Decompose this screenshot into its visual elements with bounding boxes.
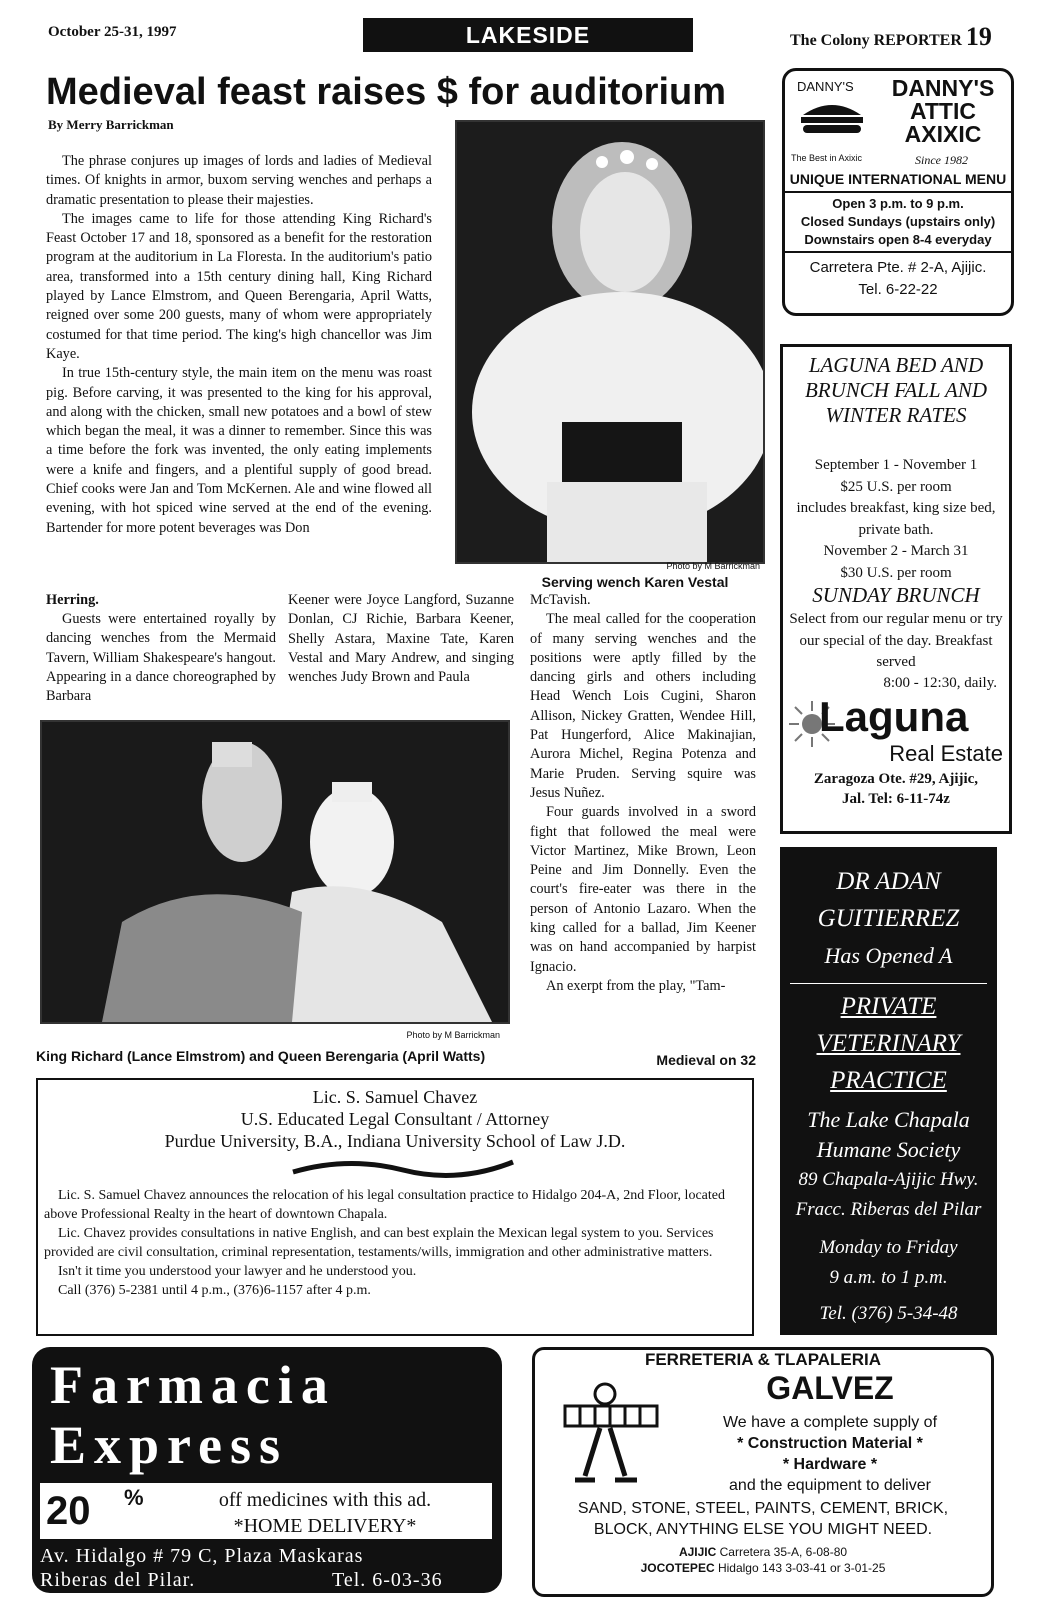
hours-line: Open 3 p.m. to 9 p.m. [832, 196, 964, 211]
location-detail: Hidalgo 143 3-03-41 or 3-01-25 [717, 1561, 886, 1575]
address: Zaragoza Ote. #29, Ajijic, [813, 771, 979, 787]
paragraph: The meal called for the cooperation of many serving wenches and the positions were aptly filled by the dancing girls and others including Head Wench Lois Cugini, Sharon Allison, Nickey Gratten, Wendee Hill, Pat Hungerford, Alice Makinajian, Aurora Michel, Regina Potenza and Marie Pruden. Serving squire was Jesus Nuñez. [530, 611, 756, 801]
ad-line: * Hardware * [782, 1456, 878, 1473]
ad-since: Since 1982 [915, 153, 968, 167]
ad-locations [535, 1544, 991, 1576]
paragraph: The phrase conjures up images of lords and ladies of Medieval times. Of knights in armor, buxom serving wenches and perhaps a dramatic presentation to please their majesties. [46, 153, 432, 208]
discount-percent: 20 [46, 1489, 91, 1533]
paragraph: Isn't it time you understood your lawyer and he understood you. [58, 1264, 417, 1279]
ad-logo-text: DANNY'S [797, 79, 854, 94]
lawyer-header [38, 1080, 752, 1152]
ad-body [675, 1412, 985, 1496]
brunch-title: SUNDAY BRUNCH [812, 583, 980, 607]
photo-credit: Photo by M Barrickman [666, 561, 760, 571]
ad-contact [785, 257, 1011, 301]
ad-line: and the equipment to deliver [729, 1477, 931, 1494]
vet-line: PRACTICE [830, 1067, 947, 1094]
article-column-1 [46, 152, 432, 538]
vet-line: PRIVATE [840, 993, 937, 1020]
divider [785, 251, 1011, 253]
continued-jump: Medieval on 32 [656, 1052, 756, 1068]
rate-line: $30 U.S. per room [840, 564, 952, 581]
brand-line: Express [50, 1415, 289, 1475]
worker-ladder-icon [555, 1376, 665, 1486]
vet-line: GUITIERREZ [817, 905, 960, 932]
location-ajijic [535, 1544, 991, 1560]
ad-brand [877, 77, 1009, 146]
divider [785, 191, 1011, 193]
address: Av. Hidalgo # 79 C, Plaza Maskaras [40, 1545, 364, 1567]
vet-line: Monday to Friday [819, 1237, 958, 1258]
lawyer-body [44, 1186, 744, 1300]
photo-king-queen [40, 720, 510, 1024]
ad-line: BLOCK, ANYTHING ELSE YOU MIGHT NEED. [593, 1521, 933, 1538]
paragraph: Herring. [46, 592, 99, 608]
place: Riberas del Pilar. [40, 1569, 196, 1591]
rate-line: $25 U.S. per room [840, 478, 952, 495]
brunch-text: Select from our regular menu or try our special of the day. Breakfast served [789, 611, 1003, 670]
ad-tagline: The Best in Axixic [791, 153, 863, 163]
brand-line: DANNY'S [891, 75, 995, 101]
article-column-1b [46, 591, 276, 610]
article-column-2 [46, 610, 276, 706]
lawyer-title: U.S. Educated Legal Consultant / Attorney [240, 1109, 550, 1129]
brand-line: ATTIC [909, 98, 976, 124]
ad-laguna-bed-and-brunch [780, 344, 1012, 834]
location-label: AJIJIC [678, 1545, 717, 1559]
section-title: LAKESIDE [363, 18, 693, 52]
ad-contact [783, 769, 1009, 809]
rate-line: November 2 - March 31 [823, 543, 969, 559]
offer-box [40, 1483, 492, 1539]
rate-line: includes breakfast, king size bed, private bath. [796, 500, 996, 538]
offer-text [160, 1487, 490, 1539]
offer-line: off medicines with this ad. [218, 1489, 432, 1511]
telephone: Jal. Tel: 6-11-74z [842, 791, 950, 807]
laguna-logo: Laguna [819, 693, 969, 740]
brunch-hours: 8:00 - 12:30, daily. [883, 675, 997, 691]
photo-caption: King Richard (Lance Elmstrom) and Queen Berengaria (April Watts) [36, 1048, 486, 1064]
page-number: 19 [965, 22, 992, 51]
paragraph: In true 15th-century style, the main item on the menu was roast pig. Before carving, it was presented to the king for his approval, and along with the chicken, small new potatoes and a bowl of stew which began the meal, it was a dinner to remember. Since this was a time before the fork was invented, the only eating implements were a knife and fingers, and a plentiful supply of good bread. Chief cooks were Jan and Tom McKernen. Ale and wine flowed all evening, with hot spiced wine served at the end of the evening. Bartender for more potent beverages was Don [46, 365, 432, 536]
issue-date: October 25-31, 1997 [48, 24, 177, 40]
ad-rates [787, 455, 1005, 584]
telephone: Tel. 6-22-22 [858, 281, 938, 298]
paragraph: An exerpt from the play, "Tam- [546, 977, 726, 994]
location-jocotepec [535, 1560, 991, 1576]
phone-line: Call (376) 5-2381 until 4 p.m., (376)6-1157 after 4 p.m. [58, 1283, 371, 1298]
hours-line: Downstairs open 8-4 everyday [804, 232, 992, 247]
photo-serving-wench [455, 120, 765, 564]
address: Carretera Pte. # 2-A, Ajijic. [809, 259, 987, 276]
photo-caption: Serving wench Karen Vestal [541, 574, 729, 590]
photo-credit: Photo by M Barrickman [406, 1030, 500, 1040]
laguna-logo-sub: Real Estate [889, 741, 1003, 766]
vet-line: VETERINARY [816, 1030, 961, 1057]
ad-farmacia-express [32, 1347, 502, 1593]
brand-line: Farmacia [50, 1355, 336, 1415]
vet-line: Tel. (376) 5-34-48 [819, 1303, 958, 1324]
lawyer-schools: Purdue University, B.A., Indiana University School of Law J.D. [164, 1131, 626, 1151]
ad-line: * Construction Material * [737, 1435, 923, 1452]
paragraph: Lic. S. Samuel Chavez announces the relocation of his legal consultation practice to Hidalgo 204-A, 2nd Floor, located above Professional Realty in the heart of downtown Chapala. [44, 1188, 725, 1222]
ad-hours [785, 195, 1011, 249]
telephone: Tel. 6-03-36 [332, 1569, 443, 1591]
article-column-3 [288, 591, 514, 687]
ad-menu: UNIQUE INTERNATIONAL MENU [789, 171, 1007, 187]
ad-title: LAGUNA BED AND BRUNCH FALL AND WINTER RATES [804, 353, 988, 427]
byline: By Merry Barrickman [48, 117, 174, 132]
masthead [790, 22, 992, 52]
rate-line: September 1 - November 1 [814, 457, 978, 473]
paragraph: Keener were Joyce Langford, Suzanne Donlan, CJ Richie, Barbara Keener, Shelly Astara, Maxine Tate, Karen Vestal and Mary Andrew, and singing wenches Judy Brown and Paula [288, 592, 514, 686]
farmacia-name [50, 1355, 336, 1475]
vet-doctor [780, 847, 997, 937]
hours-line: Closed Sundays (upstairs only) [800, 214, 996, 229]
ad-ferreteria-galvez [532, 1347, 994, 1597]
ornament-icon [288, 1154, 518, 1180]
ad-legal-consultant [36, 1078, 754, 1336]
vet-line: Fracc. Riberas del Pilar [795, 1199, 982, 1220]
offer-line: *HOME DELIVERY* [233, 1515, 417, 1537]
vet-line: 89 Chapala-Ajijic Hwy. [798, 1169, 979, 1190]
ad-materials [535, 1498, 991, 1540]
brand-line: AXIXIC [904, 121, 982, 147]
paper-name: The Colony REPORTER [790, 32, 962, 49]
lawyer-name: Lic. S. Samuel Chavez [312, 1087, 478, 1107]
ad-veterinary-practice [780, 847, 997, 1335]
paragraph: McTavish. [530, 592, 591, 608]
paragraph: The images came to life for those attending King Richard's Feast October 17 and 18, sponsored as a benefit for the restoration program at the auditorium in La Floresta. In the auditorium's patio area, transformed into a 15th century dining hall, King Richard played by Lance Elmstrom, and Queen Berengaria, April Watts, reigned over some 200 guests, many of whom were appropriately costumed for that time period. The king's high chancellor was Jim Kaye. [46, 210, 432, 362]
vet-line: 9 a.m. to 1 p.m. [829, 1267, 948, 1288]
vet-line: The Lake Chapala [807, 1107, 970, 1132]
vet-details [780, 1105, 997, 1329]
burger-icon [799, 99, 865, 135]
headline: Medieval feast raises $ for auditorium [46, 71, 727, 113]
location-label: JOCOTEPEC [640, 1561, 715, 1575]
divider [790, 983, 987, 984]
article-column-4 [530, 591, 756, 996]
ad-line: SAND, STONE, STEEL, PAINTS, CEMENT, BRICK, [577, 1500, 949, 1517]
vet-line: DR ADAN [836, 868, 941, 895]
vet-practice [780, 988, 997, 1099]
percent-sign: % [124, 1485, 144, 1510]
vet-line: Has Opened A [824, 943, 953, 968]
ad-title: FERRETERIA & TLAPALERIA [644, 1350, 882, 1369]
paragraph: Four guards involved in a sword fight that followed the meal were Victor Martinez, Mike Brown, Leon Peine and Jim Donnelly. Even the court's fire-eater was there in the person of Antonio Lazaro. When the king called for a ballad, Jim Keener was on hand accompanied by harpist Ignacio. [530, 804, 756, 975]
paragraph: Guests were entertained royally by dancing wenches from the Mermaid Tavern, William Shakespeare's hangout. Appearing in a dance choreographed by Barbara [46, 611, 276, 705]
paragraph: Lic. Chavez provides consultations in native English, and can best explain the Mexican legal system to you. Services provided are civil consultation, criminal representation, testaments/wills, immigration and other administrative matters. [44, 1226, 714, 1260]
ad-brand: GALVEZ [766, 1370, 894, 1406]
ad-line: We have a complete supply of [722, 1414, 938, 1431]
ad-dannys-attic [782, 68, 1014, 316]
vet-line: Humane Society [816, 1137, 961, 1162]
location-detail: Carretera 35-A, 6-08-80 [719, 1545, 848, 1559]
